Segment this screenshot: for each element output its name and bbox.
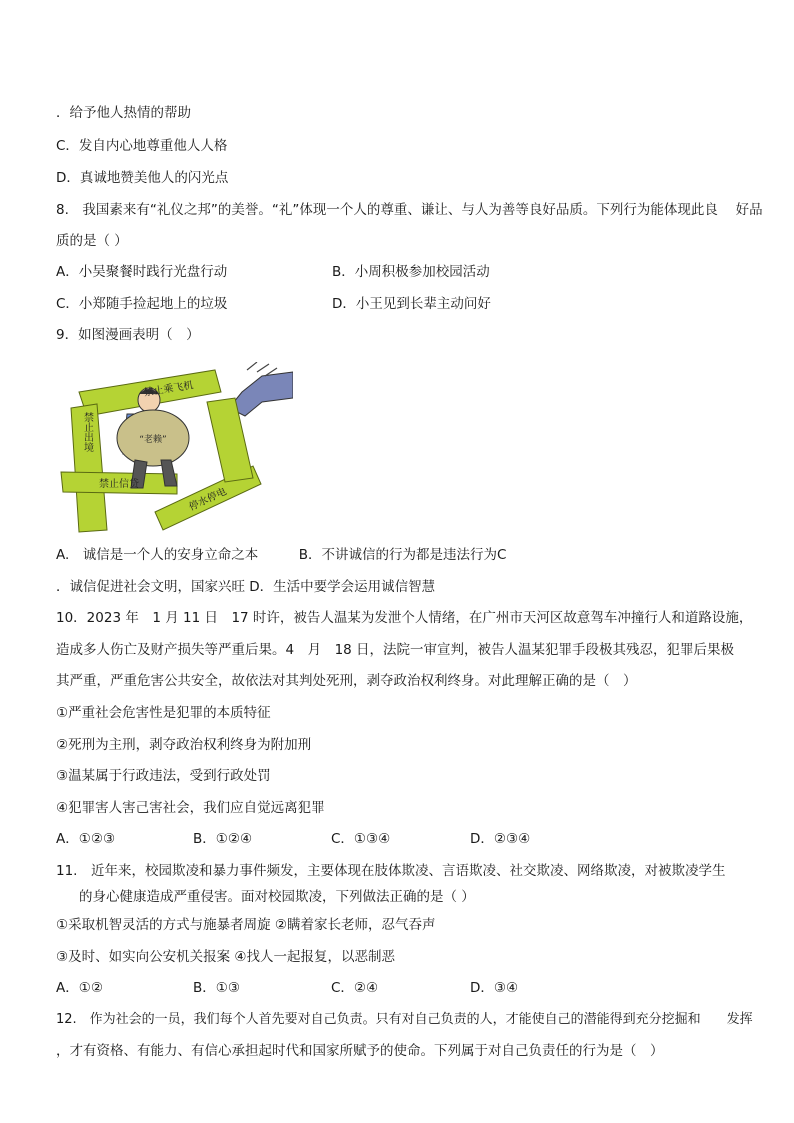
q8-option-b: B．小周积极参加校园活动 — [332, 264, 490, 280]
q11-items-line2: ③及时、如实向公安机关报案 ④找人一起报复，以恶制恶 — [56, 949, 395, 965]
board-label-bottom-right: 停水停电 — [187, 486, 229, 514]
q10-stem-line3: 其严重，严重危害公共安全，故依法对其判处死刑，剥夺政治权利终身。对此理解正确的是（ ） — [56, 673, 637, 689]
q8-option-d: D．小王见到长辈主动问好 — [332, 296, 491, 312]
q8-option-a: A．小吴聚餐时践行光盘行动 — [56, 264, 228, 280]
q10-option-d: D．②③④ — [470, 831, 531, 847]
q11-items-line1: ①采取机智灵活的方式与施暴者周旋 ②瞒着家长老师，忍气吞声 — [56, 917, 436, 933]
q7-option-d: D．真诚地赞美他人的闪光点 — [56, 170, 229, 186]
q8-stem-line1: 8. 我国素来有“礼仪之邦”的美誉。“礼”体现一个人的尊重、谦让、与人为善等良好品质。下列行为能体现此良 好品 — [56, 202, 763, 218]
q10-option-c: C．①③④ — [331, 831, 391, 847]
board-label-top: 禁止乘飞机 — [143, 380, 195, 399]
q10-item-2: ②死刑为主刑，剥夺政治权利终身为附加刑 — [56, 737, 312, 753]
q12-stem-line2: ，才有资格、有能力、有信心承担起时代和国家所赋予的使命。下列属于对自己负责任的行为是（ ） — [56, 1043, 664, 1059]
q8-stem-line2: 质的是（ ） — [56, 233, 128, 249]
board-label-left: 禁止出境 — [81, 412, 93, 452]
q12-stem-line1: 12. 作为社会的一员，我们每个人首先要对自己负责。只有对自己负责的人，才能使自己的潜能得到充分挖掘和 发挥 — [56, 1012, 753, 1027]
q11-option-b: B．①③ — [193, 980, 240, 996]
q11-option-a: A．①② — [56, 980, 103, 996]
q9-options-line1: A. 诚信是一个人的安身立命之本 B．不讲诚信的行为都是违法行为C — [56, 547, 507, 563]
q11-stem-line2: 的身心健康造成严重侵害。面对校园欺凌，下列做法正确的是（ ） — [79, 889, 475, 905]
q10-item-1: ①严重社会危害性是犯罪的本质特征 — [56, 705, 271, 721]
q7-option-c: C．发自内心地尊重他人人格 — [56, 138, 228, 154]
q10-stem-line1: 10．2023 年 1 月 11 日 17 时许，被告人温某为发泄个人情绪，在广州市天河区故意驾车冲撞行人和道路设施， — [56, 610, 753, 626]
q10-item-4: ④犯罪害人害己害社会，我们应自觉远离犯罪 — [56, 800, 325, 816]
q11-option-d: D．③④ — [470, 980, 519, 996]
q8-option-c: C．小郑随手捡起地上的垃圾 — [56, 296, 228, 312]
q11-option-c: C．②④ — [331, 980, 379, 996]
board-label-bottom-left: 禁止信贷 — [99, 479, 139, 490]
q10-item-3: ③温某属于行政违法，受到行政处罚 — [56, 768, 271, 784]
q9-options-line2: ．诚信促进社会文明，国家兴旺 D．生活中要学会运用诚信智慧 — [56, 579, 436, 595]
q7-option-b: ．给予他人热情的帮助 — [56, 105, 191, 121]
q11-stem-line1: 11. 近年来，校园欺凌和暴力事件频发，主要体现在肢体欺凌、言语欺凌、社交欺凌、网络欺凌，对被欺凌学生 — [56, 863, 726, 879]
q10-option-a: A．①②③ — [56, 831, 116, 847]
q9-cartoon-image — [57, 362, 293, 534]
q10-option-b: B．①②④ — [193, 831, 253, 847]
q10-stem-line2: 造成多人伤亡及财产损失等严重后果。4 月 18 日，法院一审宣判，被告人温某犯罪手段极其残忍，犯罪后果极 — [56, 642, 735, 658]
q9-stem: 9．如图漫画表明（ ） — [56, 327, 200, 343]
bag-label: “老赖” — [139, 435, 167, 445]
